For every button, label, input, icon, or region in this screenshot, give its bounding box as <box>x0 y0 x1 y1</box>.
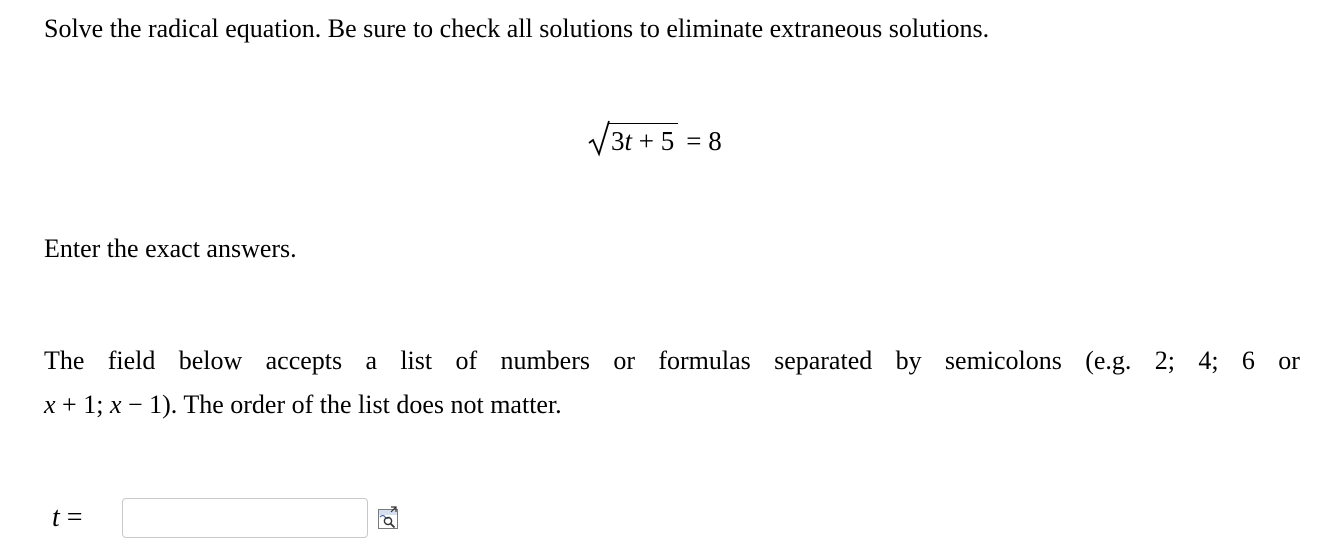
hint-word: (e.g. <box>1085 346 1132 375</box>
hint-word: by <box>895 346 922 375</box>
hint-word: of <box>455 346 478 375</box>
hint-example-part: + 1; <box>55 390 110 419</box>
hint-example-variable: x <box>44 390 56 419</box>
answer-variable-label <box>52 502 120 534</box>
hint-word: formulas <box>658 346 751 375</box>
square-root-icon <box>588 118 610 158</box>
hint-word: field <box>107 346 156 375</box>
answer-input[interactable] <box>122 498 368 538</box>
hint-word: below <box>178 346 243 375</box>
hint-word: or <box>613 346 635 375</box>
radicand-constant: + 5 <box>632 125 675 156</box>
hint-word: The <box>44 346 85 375</box>
preview-formula-icon <box>377 506 399 530</box>
hint-line-2 <box>44 383 1300 427</box>
question-instruction: Solve the radical equation. Be sure to check all solutions to eliminate extraneous solutions. <box>44 14 990 43</box>
preview-button[interactable] <box>376 505 400 531</box>
answer-variable: t <box>52 502 60 533</box>
hint-word: numbers <box>500 346 590 375</box>
hint-word: list <box>400 346 433 375</box>
hint-word: accepts <box>265 346 343 375</box>
radical-equation <box>588 118 722 158</box>
radicand-variable: t <box>624 125 633 156</box>
answer-equals: = <box>59 502 83 533</box>
answer-row <box>52 496 400 540</box>
hint-word: separated <box>774 346 873 375</box>
hint-word: 2; <box>1154 346 1175 375</box>
input-format-hint <box>44 339 1300 427</box>
hint-word: or <box>1278 346 1300 375</box>
hint-line-1 <box>44 339 1300 383</box>
radicand-coefficient: 3 <box>611 125 625 156</box>
hint-word: 4; <box>1198 346 1219 375</box>
answer-prompt: Enter the exact answers. <box>44 234 297 263</box>
hint-example-variable: x <box>109 390 122 419</box>
hint-word: semicolons <box>944 346 1062 375</box>
hint-word: a <box>365 346 377 375</box>
equation-rhs: = 8 <box>686 126 722 156</box>
hint-word: 6 <box>1241 346 1255 375</box>
radicand <box>609 123 678 156</box>
hint-example-part: − 1). The order of the list does not matter. <box>121 390 562 419</box>
